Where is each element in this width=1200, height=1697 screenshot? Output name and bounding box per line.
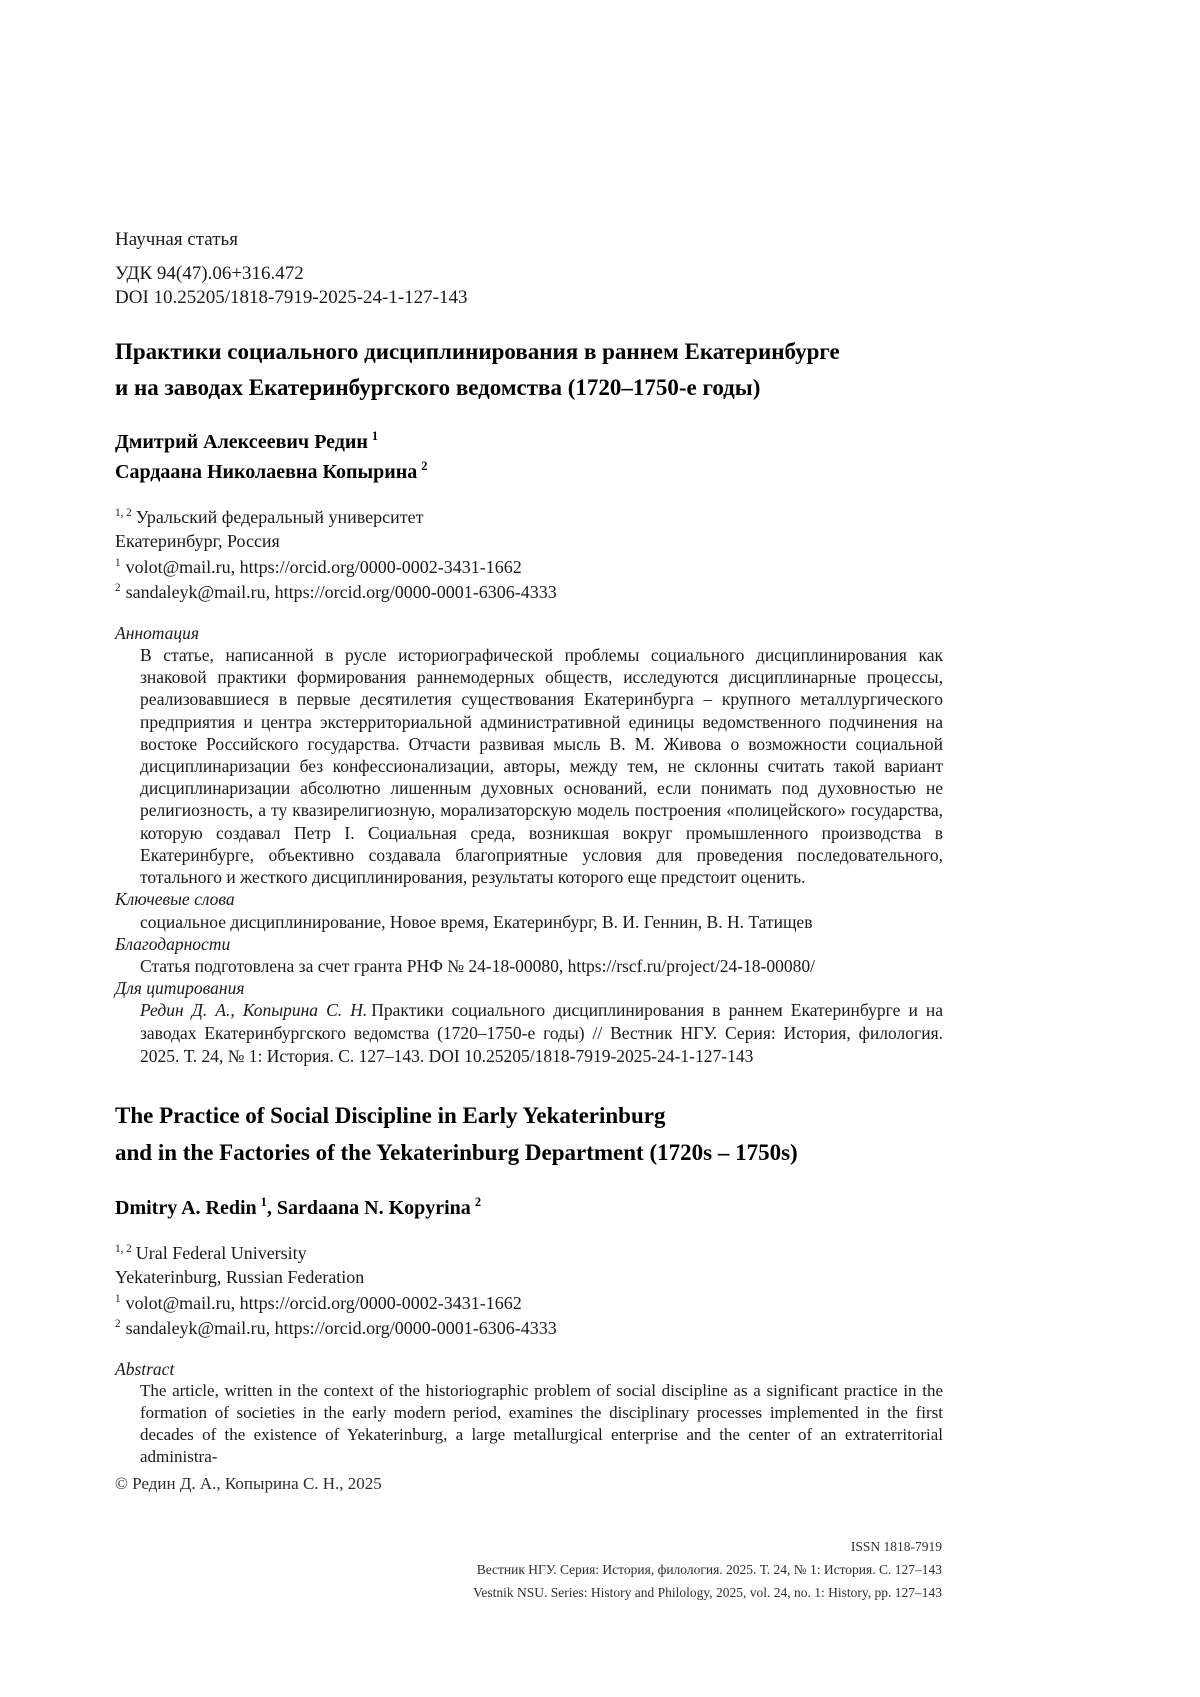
contact-text: sandaleyk@mail.ru, https://orcid.org/0000-0001-6306-4333 [125,582,557,603]
author-affiliation-sup: 1 [260,1195,267,1210]
affiliation-city-ru: Екатеринбург, Россия [115,531,280,552]
authors-separator: , [266,1196,277,1219]
article-title-ru [115,334,943,407]
author-ru-1 [115,427,943,457]
contact-line-en-2 [115,1316,943,1342]
acknowledgements-text-ru: Статья подготовлена за счет гранта РНФ № 24-18-00080, https://rscf.ru/project/24-18-00080/ [140,955,815,976]
affiliation-org-en: Ural Federal University [135,1242,307,1263]
journal-ref-ru: Вестник НГУ. Серия: История, филология. 2025. Т. 24, № 1: История. С. 127–143 [476,1561,942,1577]
affiliation-org-line-en [115,1241,943,1265]
contact-sup: 1 [115,556,121,569]
affiliation-sup-en: 1, 2 [115,1242,132,1255]
author-name: Sardaana N. Kopyrina [276,1196,471,1219]
author-affiliation-sup: 2 [421,459,428,473]
journal-footer [473,1536,942,1605]
contact-text: sandaleyk@mail.ru, https://orcid.org/0000-0001-6306-4333 [125,1318,557,1339]
title-en-line2: and in the Factories of the Yekaterinburg Department (1720s – 1750s) [115,1139,798,1165]
author-affiliation-sup: 2 [474,1195,482,1210]
contact-sup: 1 [115,1292,121,1305]
affiliation-org-line-ru [115,505,943,529]
citation-label-ru: Для цитирования [115,978,245,999]
article-content [115,228,943,1468]
abstract-label-en: Abstract [115,1358,175,1379]
contact-text: volot@mail.ru, https://orcid.org/0000-0002-3431-1662 [125,556,522,577]
acknowledgements-label-ru: Благодарности [115,933,231,954]
abstract-text-en: The article, written in the context of the historiographic problem of social discipline as a significant practice in the formation of societies in the early modern period, examines the disciplinary processes implemented in the first decades of the existence of Yekaterinburg, a large metallurgical enterprise and the center of an extraterritorial administra- [140,1381,943,1467]
keywords-label-ru: Ключевые слова [115,889,235,910]
issn-line: ISSN 1818-7919 [850,1539,942,1554]
author-name: Сардаана Николаевна Копырина [115,460,418,483]
citation-authors: Редин Д. А., Копырина С. Н. [140,1000,368,1021]
author-affiliation-sup: 1 [371,429,379,443]
authors-en-line [115,1193,943,1223]
author-name: Dmitry A. Redin [115,1196,257,1219]
author-ru-2 [115,457,943,487]
journal-ref-en: Vestnik NSU. Series: History and Philology, 2025, vol. 24, no. 1: History, pp. 127–143 [473,1584,942,1600]
keywords-text-ru: социальное дисциплинирование, Новое время, Екатеринбург, В. И. Геннин, В. Н. Татищев [140,911,813,932]
citation-paragraph [140,999,943,1068]
contacts-ru [115,555,943,606]
affiliation-city-en: Yekaterinburg, Russian Federation [115,1267,365,1288]
authors-ru [115,427,943,487]
author-name: Дмитрий Алексеевич Редин [115,430,368,453]
contact-line-ru-1 [115,555,943,581]
title-en-line1: The Practice of Social Discipline in Early Yekaterinburg [115,1103,666,1129]
contact-line-ru-2 [115,580,943,606]
affiliation-sup-ru: 1, 2 [115,506,132,519]
contact-sup: 2 [115,1318,121,1331]
contacts-en [115,1291,943,1342]
citation-text: Практики социального дисциплинирования в раннем Екатеринбурге и на заводах Екатеринбургского ведомства (1720–1750-е годы) // Вестник НГУ. Серия: История, филология. 2025. Т. 24, № 1: История. С. 127–143. DOI 10.25205/1818-7919-2025-24-1-127-143 [140,1000,944,1067]
english-section [115,1098,943,1468]
contact-text: volot@mail.ru, https://orcid.org/0000-0002-3431-1662 [125,1292,522,1313]
udc-line: УДК 94(47).06+316.472 [115,262,304,284]
abstract-text-ru: В статье, написанной в русле историографической проблемы социального дисциплинирования как знаковой практики формирования раннемодерных обществ, исследуются дисциплинарные процессы, реализовавшиеся в первые десятилетия существования Екатеринбурга – крупного металлургического предприятия и центра экстерриториальной административной единицы ведомственного подчинения на востоке Российского государства. Отчасти развивая мысль В. М. Живова о возможности социальной дисциплинаризации без конфессионализации, авторы, между тем, не склонны считать такой вариант дисциплинаризации абсолютно лишенным духовных оснований, если понимать под духовностью не религиозность, а ту квазирелигиозную, морализаторскую модель построения «полицейского» государства, которую создавал Петр I. Социальная среда, возникшая вокруг промышленного производства в Екатеринбурге, объективно создавала благоприятные условия для проведения последовательного, тотального и жесткого дисциплинирования, результаты которого еще предстоит оценить. [140,644,943,888]
title-ru-line2: и на заводах Екатеринбургского ведомства (1720–1750-е годы) [115,375,761,401]
abstract-label-ru: Аннотация [115,622,200,643]
article-type-label: Научная статья [115,229,238,250]
affiliation-org-ru: Уральский федеральный университет [135,506,424,527]
title-ru-line1: Практики социального дисциплинирования в раннем Екатеринбурге [115,339,840,364]
copyright-line: © Редин Д. А., Копырина С. Н., 2025 [115,1474,382,1493]
affiliation-en [115,1241,943,1290]
contact-line-en-1 [115,1291,943,1317]
affiliation-ru [115,505,943,554]
article-title-en [115,1098,943,1171]
doi-line: DOI 10.25205/1818-7919-2025-24-1-127-143 [115,286,468,308]
contact-sup: 2 [115,582,121,595]
